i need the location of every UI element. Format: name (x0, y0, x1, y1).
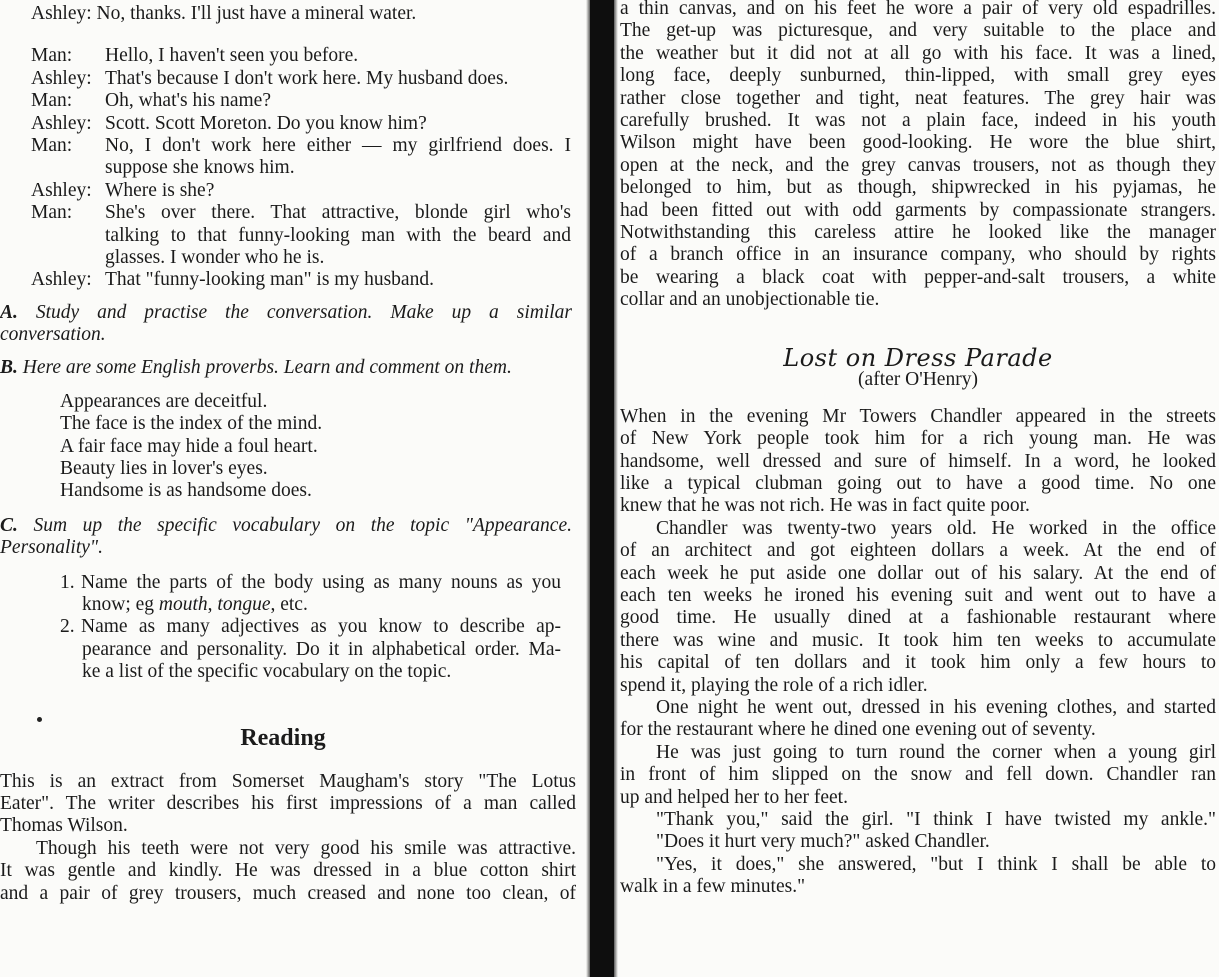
task-c-item-2-cont (0, 639, 576, 661)
story-line: each week he put aside one dollar out of his salary. At the end of (620, 562, 1216, 584)
dialog-line (0, 202, 576, 224)
paragraph-line: open at the neck, and the grey canvas trousers, not as though they (620, 154, 1216, 176)
paragraph-line: and a pair of grey trousers, much creased and none too clean, of (0, 882, 576, 904)
speaker-name: Man: (31, 45, 73, 67)
story-line: "Thank you," said the girl. "I think I have twisted my ankle." (656, 808, 1216, 830)
item-text: Name as many adjectives as you know to describe ap- (81, 616, 561, 638)
dialog-text: suppose she knows him. (105, 157, 295, 179)
story-line: like a typical clubman going out to have a good time. No one (620, 473, 1216, 495)
proverb: Appearances are deceitful. (60, 390, 268, 412)
story-line: each ten weeks he ironed his evening suit and went out to have a (620, 584, 1216, 606)
speaker-name: Ashley: (31, 67, 92, 89)
story-line: walk in a few minutes." (620, 876, 806, 898)
wilson-paragraph (620, 0, 1216, 311)
speaker-name: Man: (31, 202, 73, 224)
proverb: Beauty lies in lover's eyes. (60, 458, 268, 480)
dialog-line (0, 135, 576, 157)
paragraph-line: The get-up was picturesque, and very suitable to the place and (620, 20, 1216, 42)
paragraph-line: rather close together and tight, neat features. The grey hair was (620, 87, 1216, 109)
paragraph-line: be wearing a black coat with pepper-and-salt trousers, a white (620, 266, 1216, 288)
task-b-text: Here are some English proverbs. Learn and comment on them. (17, 357, 512, 379)
paragraph-line: Notwithstanding this careless attire he looked like the manager (620, 221, 1216, 243)
dialog-line-top: Ashley: No, thanks. I'll just have a mineral water. (31, 3, 417, 24)
dialog-text: That's because I don't work here. My husband does. (105, 67, 509, 89)
dialog-text: talking to that funny-looking man with the beard and (105, 224, 571, 246)
paragraph-line: Wilson might have been good-looking. He wore the blue shirt, (620, 132, 1216, 154)
story-line: up and helped her to her feet. (620, 786, 848, 808)
dialog-text: Hello, I haven't seen you before. (105, 45, 359, 67)
story-line: Chandler was twenty-two years old. He worked in the office (656, 517, 1216, 539)
paragraph-line: had been fitted out with odd garments by compassionate strangers. (620, 199, 1216, 221)
task-c-item-2-cont2 (0, 661, 576, 683)
dialog-line (0, 157, 576, 179)
story-line: When in the evening Mr Towers Chandler appeared in the streets (620, 405, 1216, 427)
story-line: his capital of ten dollars and it took him only a few hours to (620, 652, 1216, 674)
gutter-edge-left (586, 0, 592, 977)
task-a-text: Study and practise the conversation. Make up a similar (17, 301, 572, 323)
paragraph-line: a thin canvas, and on his feet he wore a pair of very old espadrilles. (620, 0, 1216, 19)
speaker-name: Ashley: (31, 112, 92, 134)
print-speck (37, 717, 42, 722)
item-text-cont: pearance and personality. Do it in alphabetical order. Ma- (82, 638, 561, 660)
page-gutter-shadow (590, 0, 614, 977)
story-line: One night he went out, dressed in his evening clothes, and started (656, 696, 1216, 718)
dialog-text: Where is she? (105, 179, 215, 201)
gutter-edge-right (612, 0, 618, 977)
example-word: mouth (158, 593, 208, 615)
story-line: there was wine and music. It took him ten weeks to accumulate (620, 629, 1216, 651)
dialog-line (0, 45, 576, 67)
item-text-post: , etc. (270, 593, 308, 615)
right-page (620, 0, 1216, 898)
task-c (0, 515, 576, 537)
dialog-text: That "funny-looking man" is my husband. (105, 269, 434, 291)
story-text (620, 406, 1216, 899)
item-number: 1. (60, 571, 75, 593)
dialog-line (0, 113, 576, 135)
task-a (0, 302, 576, 324)
speaker-name: Ashley: (31, 269, 92, 291)
proverb: The face is the index of the mind. (60, 413, 323, 435)
dialog-text: Oh, what's his name? (105, 90, 271, 112)
item-number: 2. (60, 616, 75, 638)
proverb: Handsome is as handsome does. (60, 480, 312, 502)
task-c-item-1-cont (0, 594, 576, 616)
task-a-letter: A. (0, 301, 18, 323)
task-c-letter: C. (0, 514, 18, 536)
story-line: knew that he was not rich. He was in fact quite poor. (620, 495, 1030, 517)
paragraph-line: Though his teeth were not very good his smile was attractive. (36, 837, 576, 859)
story-line: handsome, well dressed and sure of himself. In a word, he looked (620, 450, 1216, 472)
story-line: He was just going to turn round the corner when a young girl (656, 741, 1216, 763)
story-line: for the restaurant where he dined one evening out of seventy. (620, 719, 1096, 741)
dialog-text: No, I don't work here either — my girlfriend does. I (105, 134, 571, 156)
story-line: good time. He usually dined at a fashionable restaurant where (620, 607, 1216, 629)
dialog-line (0, 225, 576, 247)
task-c-item-2 (0, 616, 576, 638)
left-page (0, 3, 576, 905)
story-title: Lost on Dress Parade (783, 344, 1053, 373)
item-text: Name the parts of the body using as many nouns as you (81, 571, 561, 593)
paragraph-line: the weather but it did not at all go with his face. It was a lined, (620, 42, 1216, 64)
proverb: A fair face may hide a foul heart. (60, 435, 318, 457)
paragraph-line: It was gentle and kindly. He was dressed in a blue cotton shirt (0, 860, 576, 882)
story-line: in front of him slipped on the snow and fell down. Chandler ran (620, 764, 1216, 786)
paragraph-line: collar and an unobjectionable tie. (620, 289, 880, 311)
item-text-cont (82, 594, 561, 616)
item-text-sep: , (207, 593, 218, 615)
story-line: spend it, playing the role of a rich idler. (620, 674, 928, 696)
speaker-name: Man: (31, 134, 73, 156)
story-line: of New York people took him for a rich young man. He was (620, 428, 1216, 450)
speaker-name: Ashley: (31, 179, 92, 201)
item-text-cont: ke a list of the specific vocabulary on the topic. (82, 661, 452, 683)
dialog-text: Scott. Scott Moreton. Do you know him? (105, 112, 427, 134)
paragraph-line: carefully brushed. It was not a plain face, indeed in his youth (620, 109, 1216, 131)
intro-line: Eater". The writer describes his first impressions of a man called (0, 792, 576, 814)
speaker-name: Man: (31, 90, 73, 112)
reading-heading: Reading (240, 724, 326, 751)
dialog-line (0, 68, 576, 90)
task-b-letter: B. (0, 357, 18, 379)
task-c-text: Sum up the specific vocabulary on the topic "Appearance. (17, 514, 572, 536)
paragraph-line: long face, deeply sunburned, thin-lipped, with small grey eyes (620, 65, 1216, 87)
task-b (0, 357, 576, 379)
dialog-line (0, 180, 576, 202)
story-line: "Yes, it does," she answered, "but I think I shall be able to (656, 853, 1216, 875)
story-line: of an architect and got eighteen dollars a week. At the end of (620, 540, 1216, 562)
task-c-item-1 (0, 572, 576, 594)
story-line: "Does it hurt very much?" asked Chandler. (656, 831, 990, 853)
item-text-pre: know; eg (82, 593, 159, 615)
intro-line: This is an extract from Somerset Maugham's story "The Lotus (0, 770, 576, 792)
dialog-block (0, 45, 576, 291)
paragraph-line: belonged to him, but as though, shipwrecked in his pyjamas, he (620, 177, 1216, 199)
proverbs-list (0, 391, 576, 503)
dialog-line (0, 90, 576, 112)
example-word: tongue (217, 593, 271, 615)
paragraph-line: of a branch office in an insurance company, who should by rights (620, 244, 1216, 266)
intro-line: Thomas Wilson. (0, 815, 128, 837)
dialog-line (0, 247, 576, 269)
story-subtitle: (after O'Henry) (858, 369, 978, 391)
dialog-text: She's over there. That attractive, blonde girl who's (105, 202, 571, 224)
dialog-text: glasses. I wonder who he is. (105, 246, 325, 268)
task-c-text-2: Personality". (0, 537, 103, 559)
dialog-line (0, 269, 576, 291)
task-a-text-2: conversation. (0, 324, 106, 346)
